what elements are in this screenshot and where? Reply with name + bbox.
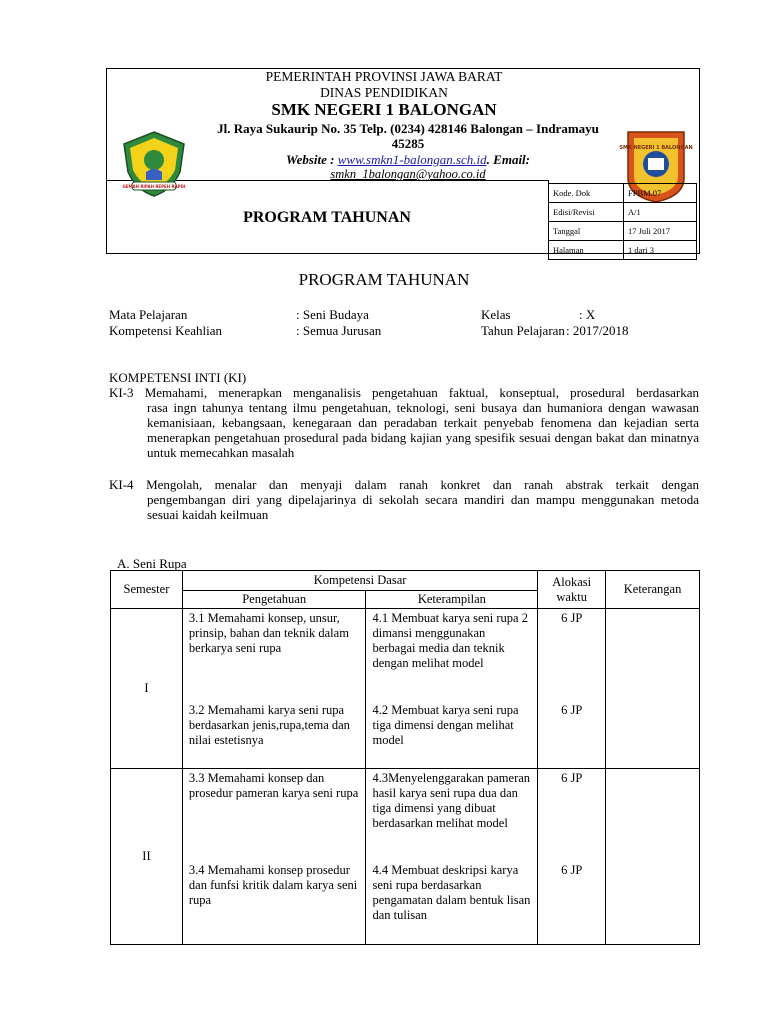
header-semester: Semester [111, 571, 183, 609]
kd-item: 3.3 Memahami konsep dan prosedur pameran karya seni rupa [188, 771, 359, 800]
keterangan-cell [606, 609, 700, 769]
school-logo-text: SMK NEGERI 1 BALONGAN [619, 145, 693, 151]
kelas-label: Kelas [481, 307, 511, 322]
pengetahuan-cell [182, 769, 366, 945]
header-doc-title: PROGRAM TAHUNAN [243, 209, 411, 226]
mapel-label: Mata Pelajaran [109, 307, 188, 322]
meta-row [549, 241, 697, 260]
table-header-row [111, 571, 700, 591]
pengetahuan-cell [182, 609, 366, 769]
kd-item: 4.3Menyelenggarakan pameran hasil karya seni rupa dua dan tiga dimensi yang dibuat berdasarkan melihat model [372, 771, 531, 830]
website-label: Website : [286, 152, 338, 167]
header-pengetahuan: Pengetahuan [182, 591, 366, 609]
section-heading: A. Seni Rupa [117, 556, 187, 571]
keterampilan-cell [366, 769, 538, 945]
header-keterampilan: Keterampilan [366, 591, 538, 609]
header-contact [193, 152, 623, 168]
tahun-value: : 2017/2018 [566, 323, 629, 338]
emblem-caption: GEMAH RIPAH REPEH RAPIH [122, 184, 186, 189]
kd-item: 4.1 Membuat karya seni rupa 2 dimansi menggunakan berbagai media dan teknik dengan melihat model [372, 611, 528, 670]
meta-value: A/1 [624, 203, 697, 222]
ki3-rest: rasa ingn tahunya tentang ilmu pengetahuan, teknologi, seni busaya dan humaniora dengan wawasan kemanisiaan, kebangsaan, kenegaraan dan peradaban terkait penyebab fenomena dan kejadian serta menerapkan pengetahuan prosedural pada bidang kajian yang spesifik sesuai dengan bakat dan minatnya untuk memecahkan masalah [147, 400, 699, 460]
kd-item: 4.2 Membuat karya seni rupa tiga dimensi dengan melihat model [372, 703, 519, 747]
meta-value: 17 Juli 2017 [624, 222, 697, 241]
table-row [111, 609, 700, 769]
meta-value: 1 dari 3 [624, 241, 697, 260]
header-postcode: 45285 [391, 136, 425, 151]
table-row [111, 769, 700, 945]
kd-item: 3.2 Memahami karya seni rupa berdasarkan jenis,rupa,tema dan nilai estetisnya [188, 703, 350, 747]
ki4-first-line: KI-4 Mengolah, menalar dan menyaji dalam ranah konkret dan ranah abstrak terkait dengan [109, 477, 699, 492]
ki-heading: KOMPETENSI INTI (KI) [109, 370, 247, 385]
alokasi-value: 6 JP [561, 771, 583, 785]
competency-table [110, 570, 700, 945]
header-alokasi: Alokasi waktu [538, 571, 606, 609]
alokasi-value: 6 JP [561, 611, 583, 625]
keterangan-cell [606, 769, 700, 945]
header-email [193, 167, 623, 182]
meta-key: Tanggal [549, 222, 624, 241]
email-link[interactable]: smkn_1balongan@yahoo.co.id [330, 167, 486, 181]
meta-key: Halaman [549, 241, 624, 260]
alokasi-value: 6 JP [561, 863, 583, 877]
header-keterangan: Keterangan [606, 571, 700, 609]
west-java-emblem-logo [118, 128, 190, 200]
meta-key: Edisi/Revisi [549, 203, 624, 222]
keahlian-value: : Semua Jurusan [296, 323, 382, 338]
tahun-label: Tahun Pelajaran [481, 323, 565, 338]
meta-value: FPBM.07 [624, 184, 697, 203]
alokasi-cell [538, 769, 606, 945]
alokasi-value: 6 JP [561, 703, 583, 717]
meta-key: Kode. Dok [549, 184, 624, 203]
kd-item: 3.4 Memahami konsep prosedur dan funfsi kritik dalam karya seni rupa [188, 863, 358, 907]
kd-item: 4.4 Membuat deskripsi karya seni rupa berdasarkan pengamatan dalam bentuk lisan dan tulisan [372, 863, 531, 922]
ki4-paragraph [109, 477, 699, 522]
header-school: SMK NEGERI 1 BALONGAN [271, 100, 497, 119]
email-label: . Email: [486, 152, 530, 167]
ki3-paragraph [109, 385, 699, 460]
page-title: PROGRAM TAHUNAN [298, 270, 470, 289]
alokasi-cell [538, 609, 606, 769]
meta-row [549, 222, 697, 241]
ki3-first-line: KI-3 Memahami, menerapkan menganalisis pengetahuan faktual, konseptual, prosedural berdasarkan [109, 385, 699, 400]
semester-cell: I [111, 609, 183, 769]
mapel-value: : Seni Budaya [296, 307, 369, 322]
keahlian-label: Kompetensi Keahlian [109, 323, 222, 338]
website-link[interactable]: www.smkn1-balongan.sch.id [337, 152, 487, 167]
header-dept: DINAS PENDIDIKAN [320, 85, 448, 100]
header-gov: PEMERINTAH PROVINSI JAWA BARAT [265, 69, 503, 84]
keterampilan-cell [366, 609, 538, 769]
meta-row [549, 184, 697, 203]
semester-cell: II [111, 769, 183, 945]
meta-row [549, 203, 697, 222]
ki4-rest: pengembangan diri yang dipelajarinya di sekolah secara mandiri dan mampu menggunakan metoda sesuai kaidah keilmuan [147, 492, 699, 522]
header-kd: Kompetensi Dasar [182, 571, 537, 591]
document-meta-table [548, 183, 697, 260]
kd-item: 3.1 Memahami konsep, unsur, prinsip, bahan dan teknik dalam berkarya seni rupa [188, 611, 349, 655]
kelas-value: : X [579, 307, 596, 322]
header-address: Jl. Raya Sukaurip No. 35 Telp. (0234) 428146 Balongan – Indramayu [217, 121, 599, 136]
